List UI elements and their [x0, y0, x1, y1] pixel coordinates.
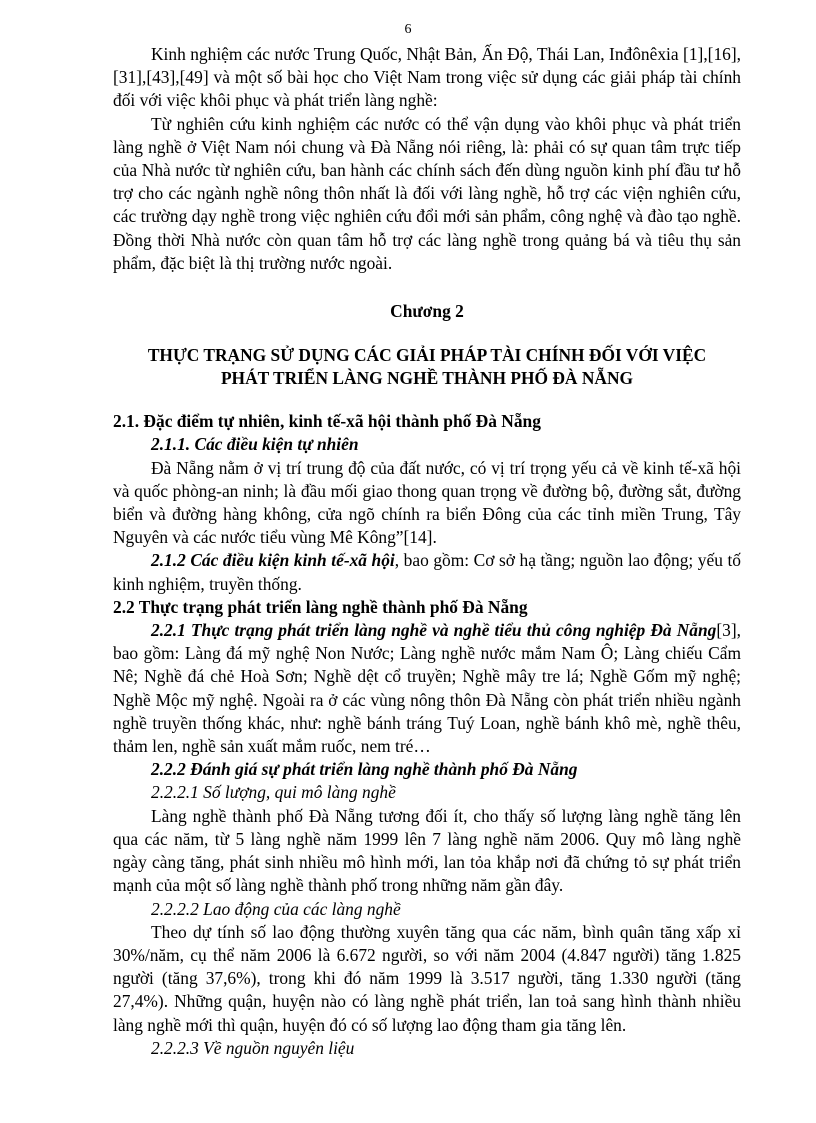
- paragraph-craft-villages-text: [3], bao gồm: Làng đá mỹ nghệ Non Nước; Làng nghề nước mắm Nam Ô; Làng chiếu Cẩm Nê; Nghề đá chẻ Hoà Sơn; Nghề dệt cổ truyền; Nghề mây tre lá; Nghề Gốm mỹ nghệ; Nghề Mộc mỹ nghệ. Ngoài ra ở các vùng nông thôn Đà Nẵng còn phát triển nhiều ngành nghề truyền thống khác, như: nghề bánh tráng Tuý Loan, nghề bánh khô mè, nghề thêu, thảm len, nghề sản xuất mắm ruốc, nem tré…: [113, 620, 741, 757]
- chapter-title-line-2: PHÁT TRIỂN LÀNG NGHỀ THÀNH PHỐ ĐÀ NẴNG: [220, 368, 634, 389]
- section-2-2-heading: 2.2 Thực trạng phát triển làng nghề thành phố Đà Nẵng: [113, 596, 528, 617]
- paragraph-socioeconomic: [113, 549, 741, 595]
- paragraph-labor: Theo dự tính số lao động thường xuyên tăng qua các năm, bình quân tăng xấp xỉ 30%/năm, cụ thể năm 2006 là 6.672 người, so với năm 2004 (4.847 người) tăng 1.825 người (tăng 37,6%), trong khi đó năm 1999 là 3.517 người, tăng 1.330 người (tăng 27,4%). Những quận, huyện nào có làng nghề phát triển, lan toả sang hình thành nhiều làng nghề mới thì quận, huyện đó có số lượng lao động tham gia tăng lên.: [113, 921, 741, 1035]
- subsection-2-2-2-1-heading: 2.2.2.1 Số lượng, qui mô làng nghề: [151, 782, 396, 803]
- paragraph-lessons: Từ nghiên cứu kinh nghiệm các nước có thể vận dụng vào khôi phục và phát triển làng nghề ở Việt Nam nói chung và Đà Nẵng nói riêng, là: phải có sự quan tâm trực tiếp của Nhà nước từ nghiên cứu, ban hành các chính sách đến dùng nguồn kinh phí đầu tư hỗ trợ cho các ngành nghề nông thôn nhất là đối với làng nghề, hỗ trợ các viện nghiên cứu, các trường dạy nghề trong việc nghiên cứu đổi mới sản phẩm, công nghệ và đào tạo nghề. Đồng thời Nhà nước còn quan tâm hỗ trợ các làng nghề trong quảng bá và tiêu thụ sản phẩm, đặc biệt là thị trường nước ngoài.: [113, 113, 741, 273]
- paragraph-village-count: Làng nghề thành phố Đà Nẵng tương đối ít, cho thấy số lượng làng nghề tăng lên qua các năm, từ 5 làng nghề năm 1999 lên 7 làng nghề năm 2006. Quy mô làng nghề ngày càng tăng, phát sinh nhiều mô hình mới, lan tỏa khắp nơi đã chứng tỏ sự phát triển mạnh của một số làng nghề thành phố trong những năm gần đây.: [113, 805, 741, 896]
- subsection-2-2-2-heading: 2.2.2 Đánh giá sự phát triển làng nghề thành phố Đà Nẵng: [151, 759, 578, 780]
- chapter-heading: Chương 2: [390, 301, 464, 322]
- subsection-2-2-1-heading: 2.2.1 Thực trạng phát triển làng nghề và nghề tiểu thủ công nghiệp Đà Nẵng: [151, 620, 717, 641]
- subsection-2-2-2-2-heading: 2.2.2.2 Lao động của các làng nghề: [151, 898, 401, 919]
- page-number: 6: [404, 22, 412, 37]
- paragraph-intro: Kinh nghiệm các nước Trung Quốc, Nhật Bản, Ấn Độ, Thái Lan, Inđônêxia [1],[16],[31],[43],[49] và một số bài học cho Việt Nam trong việc sử dụng các giải pháp tài chính đối với việc khôi phục và phát triển làng nghề:: [113, 44, 741, 111]
- section-2-1-heading: 2.1. Đặc điểm tự nhiên, kinh tế-xã hội thành phố Đà Nẵng: [113, 411, 541, 432]
- chapter-title: [113, 344, 741, 390]
- document-body: [113, 43, 741, 1060]
- subsection-2-1-1-heading: 2.1.1. Các điều kiện tự nhiên: [151, 434, 359, 455]
- chapter-title-line-1: THỰC TRẠNG SỬ DỤNG CÁC GIẢI PHÁP TÀI CHÍNH ĐỐI VỚI VIỆC: [147, 345, 707, 366]
- subsection-2-2-2-3-heading: 2.2.2.3 Về nguồn nguyên liệu: [151, 1037, 355, 1058]
- paragraph-craft-villages: [113, 619, 741, 758]
- subsection-2-1-2-heading: 2.1.2 Các điều kiện kinh tế-xã hội: [151, 550, 395, 571]
- paragraph-natural-conditions: Đà Nẵng nằm ở vị trí trung độ của đất nước, có vị trí trọng yếu cả về kinh tế-xã hội và quốc phòng-an ninh; là đầu mối giao thong quan trọng về đường bộ, đường sắt, đường biển và đường hàng không, cửa ngõ chính ra biển Đông của các tỉnh miền Trung, Tây Nguyên và các nước tiểu vùng Mê Kông”[14].: [113, 457, 741, 548]
- paragraph-socioeconomic-text: , bao gồm: Cơ sở hạ tầng; nguồn lao động; yếu tố kinh nghiệm, truyền thống.: [113, 550, 741, 594]
